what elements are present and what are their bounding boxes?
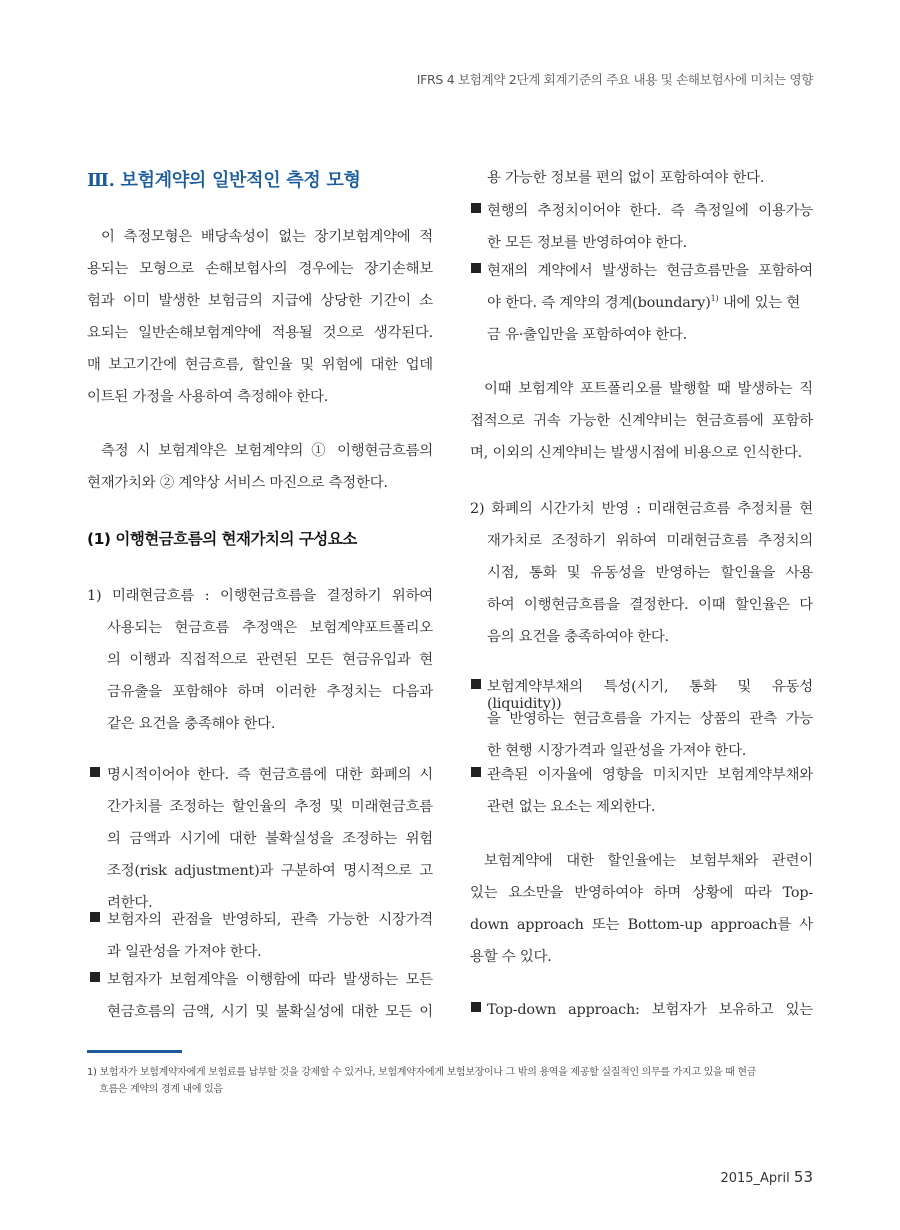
text-line: 용할 수 있다.	[470, 949, 552, 965]
page-footer	[720, 1168, 813, 1186]
text-line: 관측된 이자율에 영향을 미치지만 보험계약부채와	[487, 767, 813, 783]
text-line: 보험계약부채의 특성(시기, 통화 및 유동성(liquidity))	[487, 679, 813, 712]
text-line: 관련 없는 요소는 제외한다.	[487, 799, 656, 815]
text-line: 음의 요건을 충족하여야 한다.	[487, 629, 669, 645]
text-line: 요되는 일반손해보험계약에 적용될 것으로 생각된다.	[87, 325, 433, 341]
footnote-line: 1) 보험자가 보험계약자에게 보험료를 납부할 것을 강제할 수 있거나, 보험계약자에게 보험보장이나 그 밖의 용역을 제공할 실질적인 의무를 가지고 있을 때 현금	[87, 1067, 757, 1078]
text-line: 보험자가 보험계약을 이행함에 따라 발생하는 모든	[107, 972, 433, 988]
text-line: 의 금액과 시기에 대한 불확실성을 조정하는 위험	[107, 831, 433, 847]
text-line: 보험자의 관점을 반영하되, 관측 가능한 시장가격	[107, 912, 433, 928]
bullet-square-icon	[471, 263, 481, 273]
text-line: 험과 이미 발생한 보험금의 지급에 상당한 기간이 소	[87, 293, 433, 309]
bullet-square-icon	[90, 972, 100, 982]
text-line: 금 유·출입만을 포함하여야 한다.	[487, 327, 687, 343]
text-line: 금유출을 포함해야 하며 이러한 추정치는 다음과	[107, 684, 433, 700]
text-line: 이트된 가정을 사용하여 측정해야 한다.	[87, 389, 329, 405]
text-line: 한 현행 시장가격과 일관성을 가져야 한다.	[487, 743, 747, 759]
text-line: 조정(risk adjustment)과 구분하여 명시적으로 고	[107, 863, 433, 879]
running-header: IFRS 4 보험계약 2단계 회계기준의 주요 내용 및 손해보험사에 미치는 영향	[416, 72, 813, 87]
subsection-title: (1) 이행현금흐름의 현재가치의 구성요소	[87, 530, 357, 548]
text-line: 현재의 계약에서 발생하는 현금흐름만을 포함하여	[487, 263, 813, 279]
text-line: 현금흐름의 금액, 시기 및 불확실성에 대한 모든 이	[107, 1004, 433, 1020]
text-line: 며, 이외의 신계약비는 발생시점에 비용으로 인식한다.	[470, 445, 803, 461]
text-line	[487, 291, 800, 312]
text-line: 재가치로 조정하기 위하여 미래현금흐름 추정치의	[487, 533, 813, 549]
text-line: 2) 화폐의 시간가치 반영 : 미래현금흐름 추정치를 현	[470, 501, 813, 517]
bullet-square-icon	[90, 767, 100, 777]
text-line: 의 이행과 직접적으로 관련된 모든 현금유입과 현	[107, 652, 433, 668]
footnote-line: 흐름은 계약의 경계 내에 있음	[99, 1084, 223, 1095]
text-line: 사용되는 현금흐름 추정액은 보험계약포트폴리오	[107, 620, 433, 636]
bullet-square-icon	[471, 203, 481, 213]
text-segment: 내에 있는 현	[722, 295, 801, 311]
section-title: Ⅲ. 보험계약의 일반적인 측정 모형	[87, 170, 361, 191]
text-segment: 야 한다. 즉 계약의 경계(boundary)	[487, 295, 711, 311]
bullet-square-icon	[90, 912, 100, 922]
text-line: 용 가능한 정보를 편의 없이 포함하여야 한다.	[487, 170, 765, 186]
text-line: 있는 요소만을 반영하여야 하며 상황에 따라 Top-	[470, 885, 813, 901]
issue-label: 2015_April	[720, 1171, 790, 1186]
footnote-marker[interactable]: 1)	[710, 294, 719, 304]
text-line: 이때 보험계약 포트폴리오를 발행할 때 발생하는 직	[484, 381, 813, 397]
text-line: 하여 이행현금흐름을 결정한다. 이때 할인율은 다	[487, 597, 813, 613]
text-line: 과 일관성을 가져야 한다.	[107, 944, 262, 960]
text-line: 명시적이어야 한다. 즉 현금흐름에 대한 화폐의 시	[107, 767, 433, 783]
text-line: 1) 미래현금흐름 : 이행현금흐름을 결정하기 위하여	[87, 588, 433, 604]
text-line: 한 모든 정보를 반영하여야 한다.	[487, 235, 687, 251]
text-line: Top-down approach: 보험자가 보유하고 있는	[487, 1002, 813, 1018]
bullet-square-icon	[471, 679, 481, 689]
text-line: 용되는 모형으로 손해보험사의 경우에는 장기손해보	[87, 261, 433, 277]
text-line: 현행의 추정치이어야 한다. 즉 측정일에 이용가능	[487, 203, 813, 219]
text-line: 측정 시 보험계약은 보험계약의 ① 이행현금흐름의	[101, 443, 433, 459]
page-number: 53	[793, 1168, 813, 1186]
footnote	[87, 1064, 813, 1098]
text-line: 같은 요건을 충족해야 한다.	[107, 716, 276, 732]
text-line: 시점, 통화 및 유동성을 반영하는 할인율을 사용	[487, 565, 813, 581]
text-line: 을 반영하는 현금흐름을 가지는 상품의 관측 가능	[487, 711, 813, 727]
text-line: 현재가치와 ② 계약상 서비스 마진으로 측정한다.	[87, 475, 388, 491]
text-line: 접적으로 귀속 가능한 신계약비는 현금흐름에 포함하	[470, 413, 813, 429]
bullet-square-icon	[471, 1002, 481, 1012]
text-line: 려한다.	[107, 895, 153, 911]
text-line: 매 보고기간에 현금흐름, 할인율 및 위험에 대한 업데	[87, 357, 433, 373]
text-line: 보험계약에 대한 할인율에는 보험부채와 관련이	[484, 853, 813, 869]
text-line: 간가치를 조정하는 할인율의 추정 및 미래현금흐름	[107, 799, 433, 815]
bullet-square-icon	[471, 767, 481, 777]
footnote-divider	[87, 1050, 182, 1053]
text-line: down approach 또는 Bottom-up approach를 사	[470, 917, 813, 933]
text-line: 이 측정모형은 배당속성이 없는 장기보험계약에 적	[101, 229, 433, 245]
